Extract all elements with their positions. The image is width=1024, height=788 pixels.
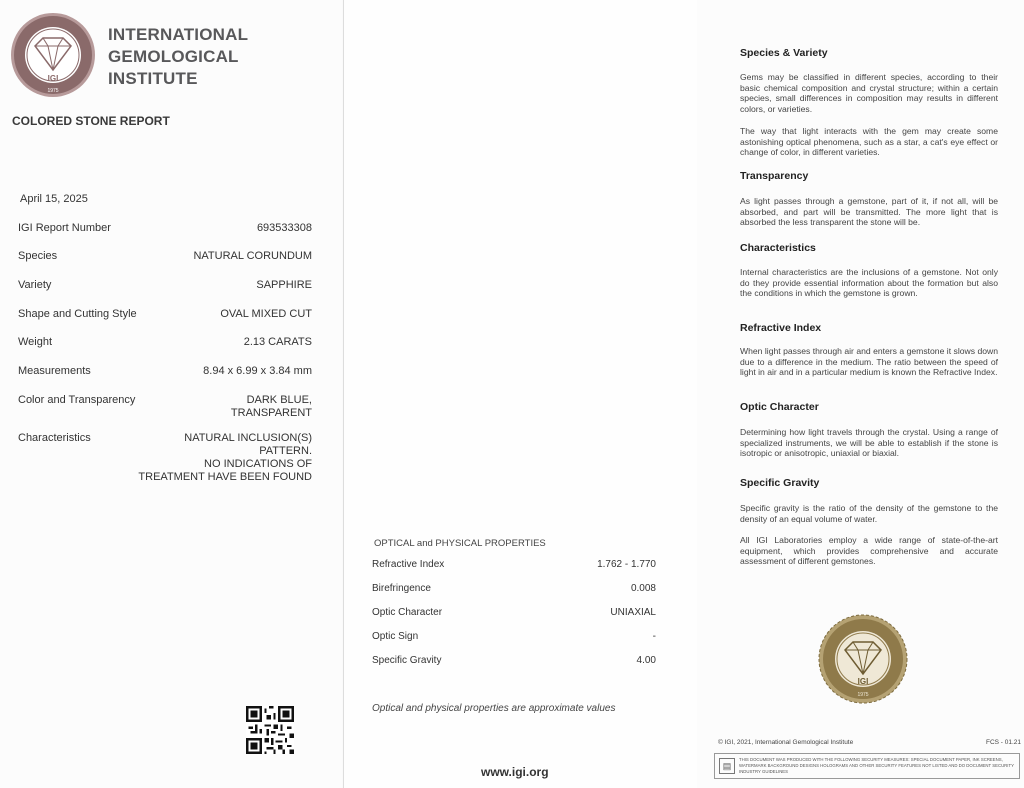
glossary-heading-transparency: Transparency [740,170,809,182]
optical-value: 4.00 [636,655,656,666]
svg-text:1975: 1975 [857,692,869,698]
copyright-text: © IGI, 2021, International Gemological Institute [718,739,854,746]
optical-title: OPTICAL and PHYSICAL PROPERTIES [374,538,546,549]
igi-seal-logo [10,12,96,98]
row-value: 693533308 [256,222,312,234]
igi-gold-seal-logo [818,614,908,704]
glossary-heading-refractive-index: Refractive Index [740,322,822,334]
report-title: COLORED STONE REPORT [12,114,170,128]
glossary-text: All IGI Laboratories employ a wide range of state-of-the-art equipment, which provides comprehensive and accurate assessment of different gemstones. [740,535,998,567]
row-value: SAPPHIRE [256,279,312,291]
brand-line-2: GEMOLOGICAL [108,47,239,66]
row-label: Weight [18,336,53,348]
optical-value: 1.762 - 1.770 [597,559,656,570]
glossary-text: When light passes through air and enters a gemstone it slows down due to a difference in the medium. The ratio between the speed of light in air and in a particular medium is known the Refractive Index. [740,346,998,378]
optical-label: Refractive Index [372,559,445,570]
row-label: Variety [18,279,52,291]
row-label: Color and Transparency [18,394,136,406]
brand-line-1: INTERNATIONAL [108,25,249,44]
svg-text:IGI: IGI [47,74,59,83]
security-text: THIS DOCUMENT WAS PRODUCED WITH THE FOLLOWING SECURITY MEASURES: SPECIAL DOCUMENT PAPER, INK SCREENS, WATERMARK BACKGROUND DESIGNS HOLOGRAMS AND OTHER SECURITY FEATURES NOT LISTED AND DO DOCUMENT SECURITY INDUSTRY GUIDELINES [739,757,1014,774]
row-value: 8.94 x 6.99 x 3.84 mm [203,365,312,377]
glossary-text: Determining how light travels through the crystal. Using a range of specialized instruments, we will be able to establish if the stone is isotropic or anisotropic, uniaxial or biaxial. [740,427,998,459]
security-notice [714,753,1020,779]
row-label: Characteristics [18,432,91,444]
report-date: April 15, 2025 [20,193,88,205]
optical-note: Optical and physical properties are approximate values [372,703,616,714]
svg-text:IGI: IGI [857,677,869,686]
svg-text:1975: 1975 [47,88,59,94]
glossary-heading-species: Species & Variety [740,47,828,59]
brand-name [108,24,248,90]
row-value: NATURAL INCLUSION(S) PATTERN. NO INDICATIONS OF TREATMENT HAVE BEEN FOUND [138,432,312,483]
glossary-text: The way that light interacts with the gem may create some astonishing optical phenomena, such as a star, a cat's eye effect or change of color, in different varieties. [740,126,998,158]
row-label: Species [18,250,58,262]
glossary-text: Specific gravity is the ratio of the density of the gemstone to the density of an equal volume of water. [740,503,998,524]
optical-label: Optic Character [372,607,443,618]
qr-code[interactable] [246,706,294,754]
row-label: Shape and Cutting Style [18,308,137,320]
website-link[interactable]: www.igi.org [481,765,549,779]
glossary-text: Internal characteristics are the inclusions of a gemstone. Not only do they provide essential information about the formation but also the conditions in which the gemstone is grown. [740,267,998,299]
optical-value: UNIAXIAL [610,607,656,618]
brand-line-3: INSTITUTE [108,69,198,88]
optical-label: Birefringence [372,583,431,594]
document-lock-icon: ▤ [719,758,735,774]
row-value: OVAL MIXED CUT [220,308,312,320]
row-value: 2.13 CARATS [243,336,312,348]
row-value: NATURAL CORUNDUM [193,250,312,262]
optical-label: Specific Gravity [372,655,442,666]
glossary-text: As light passes through a gemstone, part of it, if not all, will be absorbed, and part will be transmitted. The more light that is absorbed the less transparent the stone will be. [740,196,998,228]
glossary-heading-optic-character: Optic Character [740,401,819,413]
optical-value: - [652,631,656,642]
optical-value: 0.008 [630,583,656,594]
glossary-heading-specific-gravity: Specific Gravity [740,477,820,489]
form-code: FCS - 01.21 [986,739,1022,746]
glossary-text: Gems may be classified in different species, according to their basic chemical composition and crystal structure; within a certain species, small differences in composition may results in different colors, or varieties. [740,72,998,114]
optical-panel [343,0,698,788]
row-label: IGI Report Number [18,222,111,234]
optical-label: Optic Sign [372,631,419,642]
row-label: Measurements [18,365,91,377]
row-value: DARK BLUE, TRANSPARENT [230,394,312,419]
glossary-heading-characteristics: Characteristics [740,242,816,254]
